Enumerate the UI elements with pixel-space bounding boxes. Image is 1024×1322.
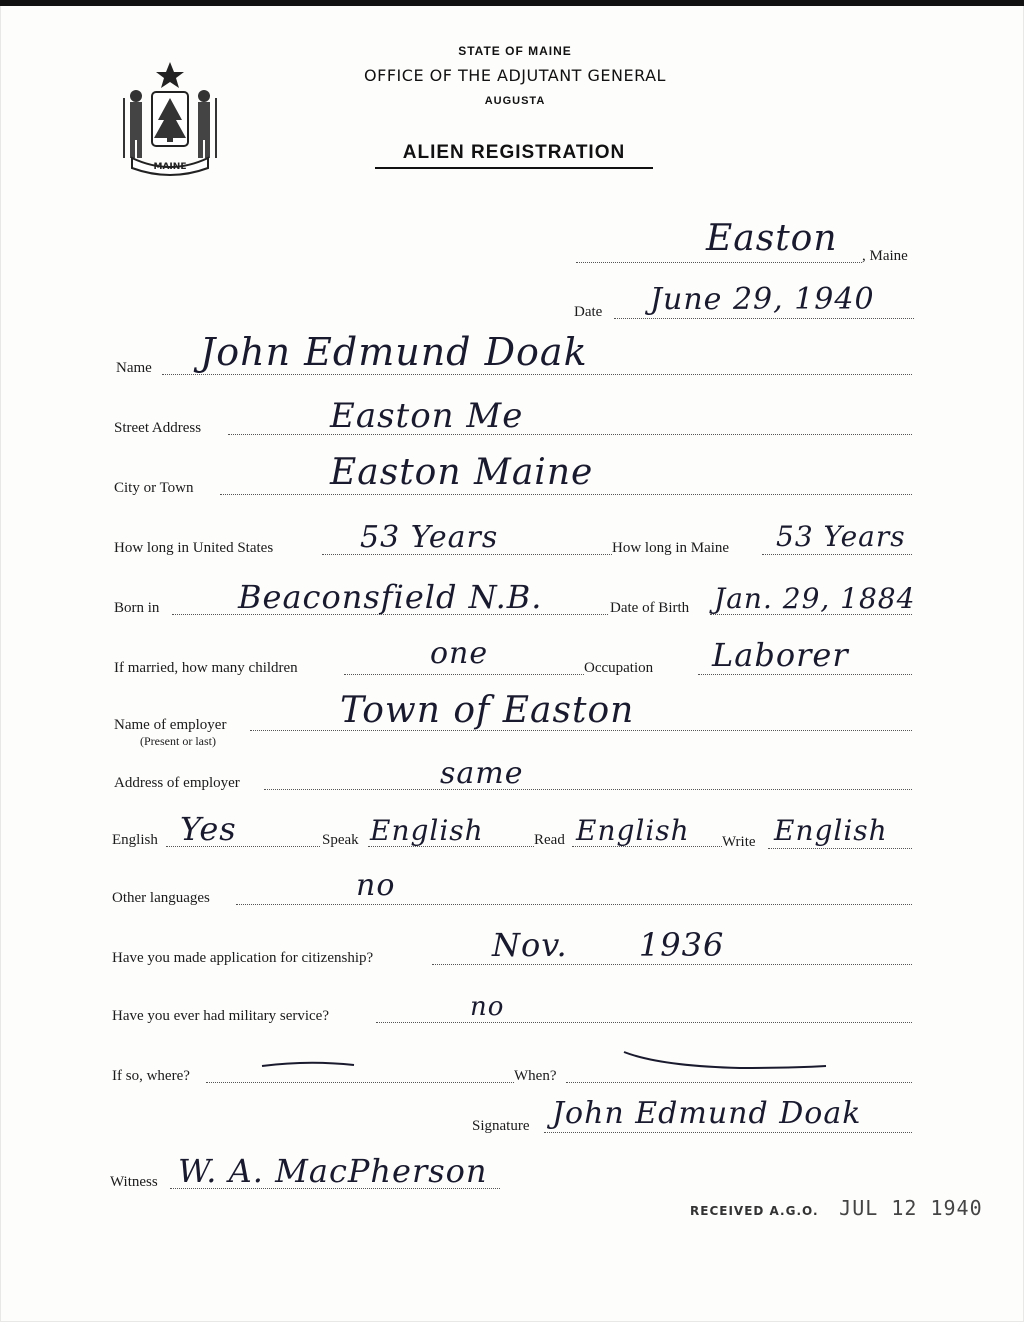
employer-address-label: Address of employer	[114, 775, 240, 791]
signature-value: John Edmund Doak	[552, 1096, 862, 1131]
other-languages-label: Other languages	[112, 890, 210, 906]
stamp-label: RECEIVED A.G.O.	[690, 1204, 819, 1218]
employer-name-value: Town of Easton	[340, 690, 635, 731]
town-value: Easton	[706, 218, 838, 259]
date-label: Date	[574, 304, 603, 320]
occupation-label: Occupation	[584, 660, 654, 676]
when-line	[566, 1082, 912, 1083]
how-long-maine-label: How long in Maine	[612, 540, 730, 556]
city-heading: AUGUSTA	[484, 95, 546, 107]
read-value: English	[576, 814, 690, 847]
born-in-value: Beaconsfield N.B.	[238, 578, 543, 616]
town-line	[576, 262, 862, 263]
if-so-where-line	[206, 1082, 514, 1083]
maine-seal-icon	[118, 58, 222, 178]
svg-text:MAINE: MAINE	[153, 162, 187, 172]
citizenship-value: Nov. 1936	[492, 926, 725, 964]
write-label: Write	[722, 834, 756, 850]
name-value: John Edmund Doak	[200, 330, 588, 374]
military-value: no	[470, 992, 505, 1022]
city-line	[220, 494, 912, 495]
born-in-label: Born in	[114, 600, 160, 616]
signature-line	[544, 1132, 912, 1133]
how-long-us-label: How long in United States	[114, 540, 274, 556]
maine-label: , Maine	[862, 248, 908, 264]
how-long-maine-line	[762, 554, 912, 555]
stamp-date: JUL 12 1940	[839, 1196, 983, 1220]
employer-address-value: same	[440, 756, 524, 791]
street-address-label: Street Address	[114, 420, 202, 436]
employer-name-label: Name of employer	[114, 717, 227, 733]
english-value: Yes	[180, 810, 237, 848]
children-value: one	[430, 636, 489, 671]
when-dash-mark	[620, 1046, 830, 1076]
employer-address-line	[264, 789, 912, 790]
speak-label: Speak	[322, 832, 359, 848]
date-value: June 29, 1940	[650, 282, 875, 317]
other-languages-line	[236, 904, 912, 905]
military-line	[376, 1022, 912, 1023]
office-heading: OFFICE OF THE ADJUTANT GENERAL	[364, 66, 666, 85]
read-label: Read	[534, 832, 565, 848]
date-line	[614, 318, 914, 319]
when-label: When?	[514, 1068, 557, 1084]
occupation-line	[698, 674, 912, 675]
employer-note: (Present or last)	[140, 734, 216, 748]
write-value: English	[774, 814, 888, 847]
how-long-maine-value: 53 Years	[776, 520, 906, 553]
date-of-birth-label: Date of Birth	[610, 600, 690, 616]
other-languages-value: no	[356, 868, 396, 903]
received-stamp	[690, 1196, 983, 1220]
city-label: City or Town	[114, 480, 194, 496]
speak-value: English	[370, 814, 484, 847]
state-heading: STATE OF MAINE	[458, 44, 572, 58]
citizenship-label: Have you made application for citizenship?	[112, 950, 374, 966]
if-so-where-label: If so, where?	[112, 1068, 190, 1084]
children-label: If married, how many children	[114, 660, 298, 676]
scan-edge	[0, 0, 1024, 6]
children-line	[344, 674, 584, 675]
witness-label: Witness	[110, 1174, 158, 1190]
date-of-birth-value: Jan. 29, 1884	[714, 582, 916, 615]
form-title: ALIEN REGISTRATION	[375, 142, 653, 169]
how-long-us-value: 53 Years	[360, 520, 499, 555]
write-line	[768, 848, 912, 849]
english-label: English	[112, 832, 158, 848]
name-line	[162, 374, 912, 375]
signature-label: Signature	[472, 1118, 530, 1134]
name-label: Name	[116, 360, 152, 376]
citizenship-line	[432, 964, 912, 965]
city-value: Easton Maine	[330, 452, 594, 493]
occupation-value: Laborer	[712, 636, 849, 674]
military-label: Have you ever had military service?	[112, 1008, 329, 1024]
street-address-value: Easton Me	[330, 396, 524, 436]
witness-value: W. A. MacPherson	[178, 1152, 488, 1190]
where-dash-mark	[258, 1056, 358, 1072]
